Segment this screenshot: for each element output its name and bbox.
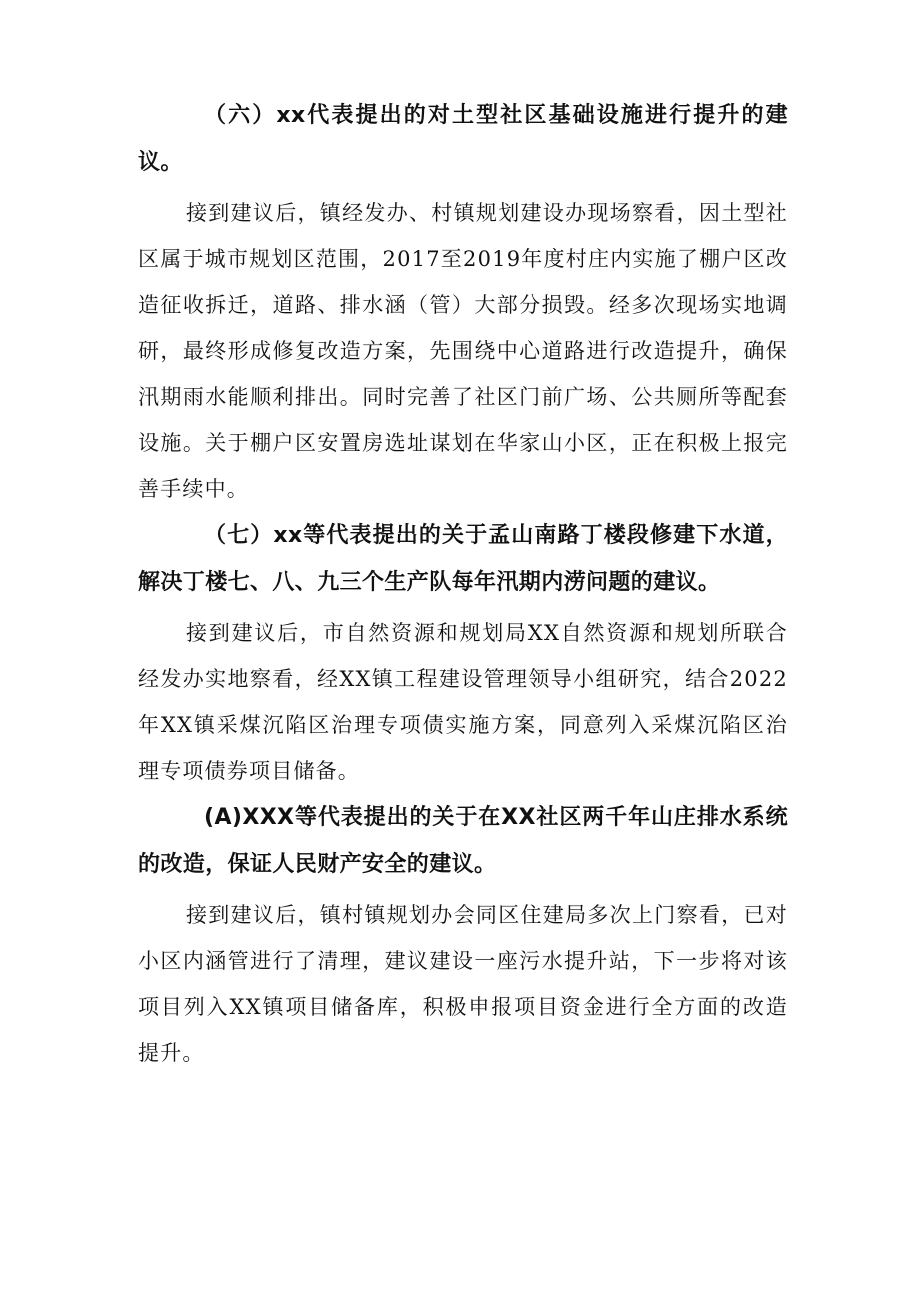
section-8-body: 接到建议后，镇村镇规划办会同区住建局多次上门察看，已对小区内涵管进行了清理，建议建设一座污水提升站，下一步将对该项目列入XX镇项目储备库，积极申报项目资金进行全方面的改造提升。 [138,903,788,1065]
section-8-heading: (A)XXX等代表提出的关于在XX社区两千年山庄排水系统的改造，保证人民财产安全的建议。 [138,805,788,877]
section-7-heading: （七）xx等代表提出的关于孟山南路丁楼段修建下水道，解决丁楼七、八、九三个生产队每年汛期内涝问题的建议。 [138,523,788,595]
section-6-body: 接到建议后，镇经发办、村镇规划建设办现场察看，因土型社区属于城市规划区范围，2017至2019年度村庄内实施了棚户区改造征收拆迁，道路、排水涵（管）大部分损毁。经多次现场实地调研，最终形成修复改造方案，先围绕中心道路进行改造提升，确保汛期雨水能顺利排出。同时完善了社区门前广场、公共厕所等配套设施。关于棚户区安置房选址谋划在华家山小区，正在积极上报完善手续中。 [138,201,788,501]
section-6-heading: （六）xx代表提出的对土型社区基础设施进行提升的建议。 [138,103,788,175]
document-page [138,92,788,1076]
section-7-body: 接到建议后，市自然资源和规划局XX自然资源和规划所联合经发办实地察看，经XX镇工程建设管理领导小组研究，结合2022年XX镇采煤沉陷区治理专项债实施方案，同意列入采煤沉陷区治理专项债券项目储备。 [138,621,788,783]
